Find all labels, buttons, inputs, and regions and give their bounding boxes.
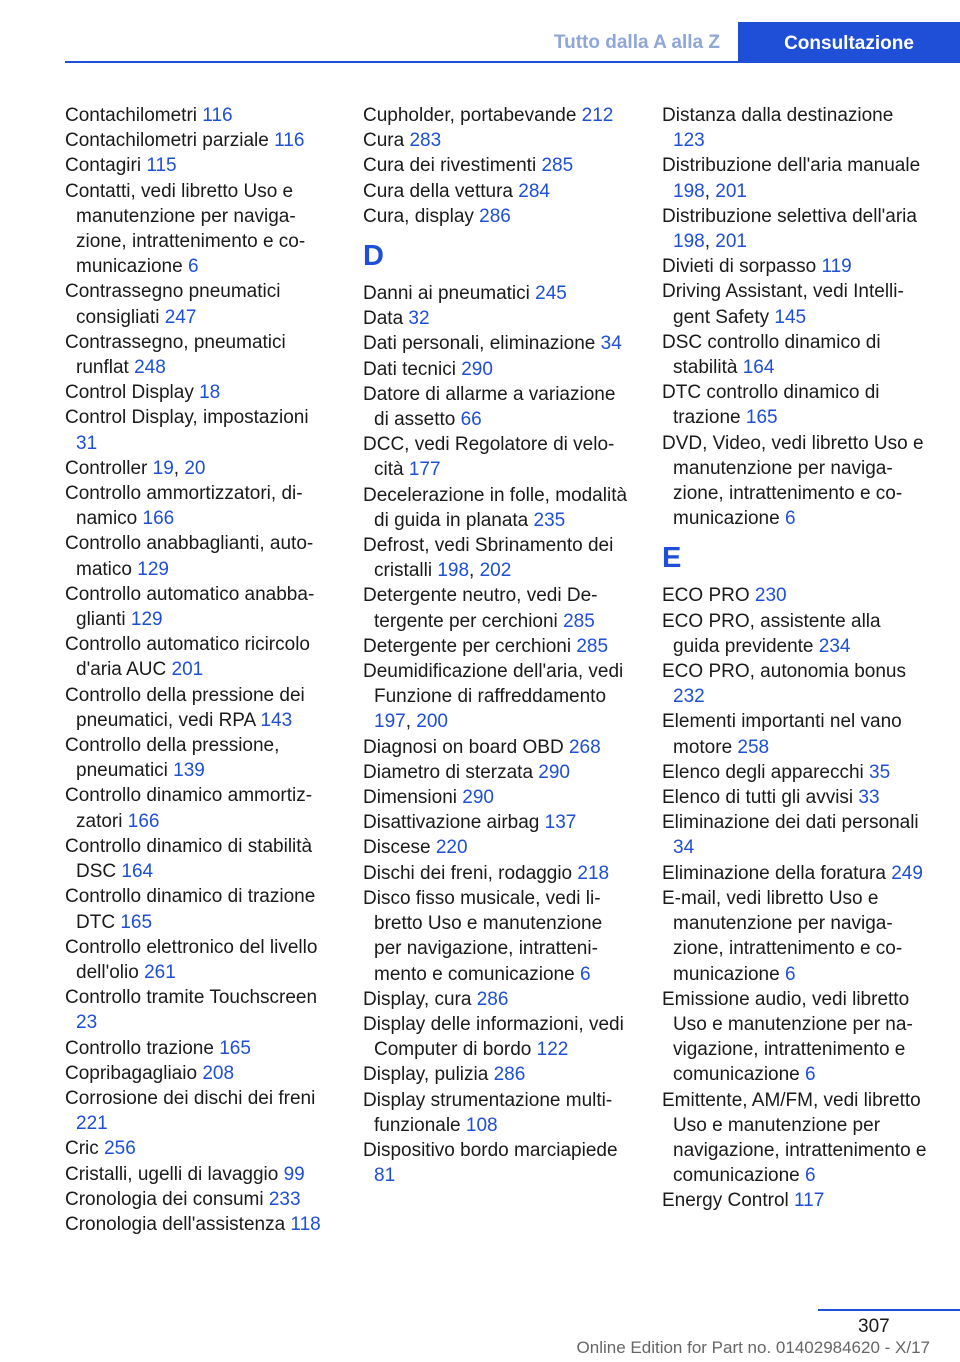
index-entry-term: Disattivazione airbag <box>363 812 545 834</box>
index-entry-term: Distanza dalla destinazione <box>662 105 894 126</box>
page-reference-link[interactable]: 247 <box>164 306 197 328</box>
index-entry-term: Defrost, vedi Sbrinamento dei cristalli <box>363 535 614 582</box>
index-entry-term: Controllo ammortizzatori, dinamico <box>65 483 303 530</box>
index-entry-term: Controllo della pressione dei pneumatici, vedi RPA <box>65 684 305 731</box>
index-entry-term: Contatti, vedi libretto Uso e manutenzione per navigazione, intrattenimento e comunicazione <box>65 180 306 278</box>
index-entry-term: Controllo automatico ricircolo d'aria AUC <box>65 634 310 681</box>
index-entry-term: Distribuzione dell'aria manuale <box>662 155 921 177</box>
page-reference-link[interactable]: 6 <box>784 508 796 530</box>
index-entry-term: Display delle informazioni, vedi Computer di bordo <box>363 1013 624 1061</box>
index-entry <box>662 583 930 608</box>
page-reference-link[interactable]: 6 <box>805 1064 816 1086</box>
index-entry-term: Dati personali, eliminazione <box>363 333 601 355</box>
index-entry <box>363 382 631 432</box>
index-entry-term: Control Display <box>65 382 200 404</box>
index-entry-term: Cronologia dei consumi <box>65 1188 269 1210</box>
index-entry-term: Dispositivo bordo marciapiede <box>363 1139 618 1161</box>
index-entry <box>65 1061 333 1086</box>
index-entry <box>662 431 930 532</box>
page-reference-link[interactable]: 33 <box>858 787 880 809</box>
index-entry <box>65 783 333 833</box>
index-entry <box>363 886 631 987</box>
index-entry-term: Cronologia dell'assistenza <box>65 1213 291 1235</box>
index-entry: Distribuzione selettiva dell'aria 198, 201 <box>662 205 917 253</box>
index-entry <box>363 735 631 760</box>
index-entry-term: Controllo anabbaglianti, automatico <box>65 533 314 580</box>
index-entry <box>363 483 631 533</box>
index-letter-heading: D <box>363 240 384 273</box>
index-entry-term: Emittente, AM/FM, vedi libretto Uso e manutenzione per navigazione, intrattenimento e comunicazione <box>662 1089 927 1187</box>
index-entry-term: Deumidificazione dell'aria, vedi Funzione di raffreddamento <box>363 661 624 708</box>
index-entry: Distribuzione dell'aria manuale 198, 201 <box>662 155 921 202</box>
index-entry <box>662 785 930 810</box>
index-entry <box>65 1162 333 1187</box>
index-entry <box>65 733 333 783</box>
index-entry <box>65 1187 333 1212</box>
index-entry <box>65 380 333 405</box>
index-entry-term: E-mail, vedi libretto Uso e manutenzione per navigazione, intrattenimento e comunicazione <box>662 887 903 985</box>
index-entry <box>363 1088 631 1138</box>
page-reference-link[interactable]: 201 <box>171 659 204 681</box>
index-entry <box>363 1012 631 1062</box>
page-reference-link[interactable]: 19 <box>152 457 174 479</box>
page-reference-link[interactable]: 220 <box>435 837 468 859</box>
index-entry <box>363 583 631 633</box>
page-reference-link[interactable]: 66 <box>460 409 482 431</box>
index-entry <box>363 204 631 229</box>
index-entry: Controller 19, 20 <box>65 457 206 479</box>
index-entry-term: Contagiri <box>65 155 147 177</box>
index-entry-term: Controller <box>65 457 153 479</box>
chapter-tab[interactable]: Consultazione <box>738 22 960 62</box>
page-reference-link[interactable]: 283 <box>409 130 442 152</box>
index-entry <box>65 153 333 178</box>
index-entry-term: Controllo dinamico di stabilità DSC <box>65 835 313 883</box>
index-entry-term: Display, pulizia <box>363 1064 494 1086</box>
index-entry <box>662 709 930 759</box>
page-reference-link[interactable]: 139 <box>173 760 205 782</box>
page-reference-link[interactable]: 123 <box>673 130 705 152</box>
index-entry-term: Controllo elettronico del livello dell'olio <box>65 936 318 983</box>
page-reference-link[interactable]: 232 <box>673 686 705 708</box>
index-entry <box>662 886 930 987</box>
index-entry <box>65 330 333 380</box>
page-reference-link[interactable]: 118 <box>290 1213 321 1235</box>
index-entry <box>363 987 631 1012</box>
page-reference-link[interactable]: 234 <box>818 635 851 657</box>
index-entry-term: Controllo dinamico di trazione DTC <box>65 886 316 933</box>
page-reference-link[interactable]: 115 <box>146 155 177 177</box>
index-entry <box>363 861 631 886</box>
page-reference-link[interactable]: 286 <box>479 205 511 227</box>
page-reference-link[interactable]: 221 <box>76 1113 108 1135</box>
index-entry-term: Cura della vettura <box>363 180 519 202</box>
index-entry <box>65 481 333 531</box>
page-reference-link[interactable]: 108 <box>465 1114 498 1136</box>
page-reference-link[interactable]: 198 <box>673 180 705 202</box>
index-entry <box>662 810 930 860</box>
index-entry <box>363 128 631 153</box>
index-entry-term: Data <box>363 308 409 330</box>
page-reference-link[interactable]: 249 <box>891 862 923 884</box>
index-entry <box>65 834 333 884</box>
index-entry: Defrost, vedi Sbrinamento dei cristalli 198, 202 <box>363 535 614 582</box>
index-entry <box>662 760 930 785</box>
page-reference-link[interactable]: 99 <box>283 1163 305 1185</box>
page-reference-link[interactable]: 32 <box>408 308 430 330</box>
page-reference-link[interactable]: 285 <box>576 635 609 657</box>
index-column-3 <box>662 103 930 1214</box>
page-reference-link[interactable]: 122 <box>536 1039 569 1061</box>
page-reference-link[interactable]: 233 <box>268 1188 301 1210</box>
index-entry-term: Cura, display <box>363 205 480 227</box>
page-reference-link[interactable]: 165 <box>219 1037 251 1059</box>
index-entry <box>363 1062 631 1087</box>
index-entry-term: Cura dei rivestimenti <box>363 155 542 177</box>
page-reference-link[interactable]: 119 <box>821 256 852 278</box>
index-entry-term: Energy Control <box>662 1190 795 1212</box>
index-entry <box>65 632 333 682</box>
page-reference-link[interactable]: 166 <box>127 810 160 832</box>
index-entry-term: Danni ai pneumatici <box>363 283 536 305</box>
index-entry-term: Decelerazione in folle, modalità di guida in planata <box>363 484 628 531</box>
index-entry-term: Eliminazione della foratura <box>662 862 892 884</box>
index-entry-term: ECO PRO, autonomia bonus <box>662 661 906 683</box>
page-reference-link[interactable]: 261 <box>144 961 176 983</box>
index-entry-term: Dati tecnici <box>363 358 462 380</box>
index-entry-term: DTC controllo dinamico di trazione <box>662 382 880 429</box>
page-reference-link[interactable]: 285 <box>563 610 595 632</box>
page-reference-link[interactable]: 198 <box>437 560 470 582</box>
index-entry <box>363 432 631 482</box>
index-entry <box>65 1136 333 1161</box>
index-entry <box>65 683 333 733</box>
page-reference-link[interactable]: 18 <box>199 382 221 404</box>
page-reference-link[interactable]: 117 <box>794 1190 825 1212</box>
index-entry <box>363 835 631 860</box>
page-reference-link[interactable]: 218 <box>577 862 610 884</box>
page-reference-link[interactable]: 31 <box>76 432 98 454</box>
index-column-2 <box>363 103 631 1188</box>
index-entry-term: Controllo automatico anabbaglianti <box>65 583 315 631</box>
index-entry <box>363 306 631 331</box>
index-entry-term: Corrosione dei dischi dei freni <box>65 1087 316 1109</box>
page-reference-link[interactable]: 248 <box>134 357 166 379</box>
footer-rule <box>818 1309 960 1311</box>
page-reference-link[interactable]: 164 <box>742 357 775 379</box>
index-entry-term: Elenco di tutti gli avvisi <box>662 787 859 809</box>
page-reference-link[interactable]: 6 <box>805 1165 816 1187</box>
index-entry <box>662 659 930 709</box>
index-entry-term: Dischi dei freni, rodaggio <box>363 862 578 884</box>
page-reference-link[interactable]: 129 <box>130 609 163 631</box>
page-reference-link[interactable]: 116 <box>274 130 305 152</box>
page-reference-link[interactable]: 208 <box>202 1062 235 1084</box>
index-entry-term: Disco fisso musicale, vedi libretto Uso e manutenzione per navigazione, intrattenimento e comunicazione <box>363 887 603 985</box>
index-column-1 <box>65 103 333 1237</box>
index-entry <box>65 405 333 455</box>
index-entry <box>662 254 930 279</box>
page-reference-link[interactable]: 256 <box>104 1138 136 1160</box>
header-rule <box>65 61 960 63</box>
index-entry-term: Eliminazione dei dati personali <box>662 812 919 834</box>
page-reference-link[interactable]: 143 <box>260 709 293 731</box>
index-entry <box>662 380 930 430</box>
index-entry-term: DCC, vedi Regolatore di velocità <box>363 434 615 481</box>
page-reference-link[interactable]: 34 <box>600 333 622 355</box>
page-reference-link[interactable]: 200 <box>416 711 448 733</box>
index-entry-term: Elenco degli apparecchi <box>662 761 870 783</box>
index-entry-term: DSC controllo dinamico di stabilità <box>662 331 881 379</box>
index-entry-term: Detergente per cerchioni <box>363 635 577 657</box>
index-entry <box>65 128 333 153</box>
page-header <box>0 0 960 62</box>
page-reference-link[interactable]: 6 <box>579 963 591 985</box>
page-reference-link[interactable]: 290 <box>538 761 570 783</box>
index-letter-heading: E <box>662 542 682 575</box>
index-entry-term: Contrassegno pneumatici consigliati <box>65 281 281 328</box>
index-entry <box>363 103 631 128</box>
index-entry-term: Diametro di sterzata <box>363 761 539 783</box>
page-reference-link[interactable]: 164 <box>121 861 154 883</box>
index-entry-term: Cupholder, portabevande <box>363 105 582 126</box>
edition-notice: Online Edition for Part no. 01402984620 - X/17 <box>576 1338 930 1357</box>
page-reference-link[interactable]: 35 <box>869 761 891 783</box>
index-entry <box>65 531 333 581</box>
index-entry-term: Controllo tramite Touchscreen <box>65 987 318 1009</box>
page-reference-link[interactable]: 165 <box>120 911 153 933</box>
index-entry <box>363 179 631 204</box>
index-entry <box>65 179 333 280</box>
index-entry <box>65 1086 333 1136</box>
index-entry-term: Controllo trazione <box>65 1037 220 1059</box>
index-entry: Deumidificazione dell'aria, vedi Funzione di raffreddamento 197, 200 <box>363 661 624 733</box>
index-entry <box>65 103 333 128</box>
page-reference-link[interactable]: 129 <box>137 558 169 580</box>
index-entry-term: DVD, Video, vedi libretto Uso e manutenzione per navigazione, intrattenimento e comunicazione <box>662 432 924 530</box>
page-reference-link[interactable]: 165 <box>745 407 778 429</box>
index-entry-term: Controllo della pressione, pneumatici <box>65 735 280 782</box>
index-entry-term: Elementi importanti nel vano motore <box>662 711 902 758</box>
page-reference-link[interactable]: 212 <box>581 105 614 126</box>
page-reference-link[interactable]: 235 <box>533 509 566 531</box>
page-reference-link[interactable]: 166 <box>142 508 175 530</box>
index-entry <box>662 1188 930 1213</box>
index-entry <box>363 357 631 382</box>
index-entry-term: Display strumentazione multifunzionale <box>363 1089 613 1136</box>
index-entry-term: Discese <box>363 837 436 859</box>
index-entry <box>662 609 930 659</box>
page-reference-link[interactable]: 285 <box>541 155 574 177</box>
index-entry <box>662 861 930 886</box>
page-reference-link[interactable]: 202 <box>479 560 512 582</box>
page-reference-link[interactable]: 258 <box>737 736 770 758</box>
index-entry-term: Distribuzione selettiva dell'aria <box>662 205 917 227</box>
index-entry <box>363 810 631 835</box>
index-entry <box>662 103 930 153</box>
page-reference-link[interactable]: 116 <box>202 105 233 126</box>
page-reference-link[interactable]: 177 <box>408 459 441 481</box>
page-reference-link[interactable]: 81 <box>374 1165 396 1187</box>
index-entry-term: Contrassegno, pneumatici runflat <box>65 331 286 379</box>
page-reference-link[interactable]: 6 <box>784 963 796 985</box>
page-reference-link[interactable]: 201 <box>715 231 747 253</box>
index-entry-term: Cristalli, ugelli di lavaggio <box>65 1163 284 1185</box>
index-entry-term: Emissione audio, vedi libretto Uso e manutenzione per navigazione, intrattenimento e comunicazione <box>662 988 913 1086</box>
index-entry <box>662 330 930 380</box>
index-entry <box>65 1036 333 1061</box>
index-entry-term: Display, cura <box>363 988 477 1010</box>
index-entry-term: Cric <box>65 1138 105 1160</box>
index-entry <box>363 153 631 178</box>
page-reference-link[interactable]: 286 <box>493 1064 526 1086</box>
index-entry <box>363 331 631 356</box>
index-entry <box>65 279 333 329</box>
index-entry-term: Copribagagliaio <box>65 1062 203 1084</box>
index-entry-term: Controllo dinamico ammortizzatori <box>65 785 313 832</box>
index-entry-term: Diagnosi on board OBD <box>363 736 569 758</box>
index-entry <box>662 987 930 1088</box>
index-entry <box>65 1212 333 1237</box>
index-entry-term: ECO PRO <box>662 585 755 607</box>
page-reference-link[interactable]: 137 <box>544 812 577 834</box>
index-entry-term: Driving Assistant, vedi Intelligent Safety <box>662 281 904 328</box>
page-reference-link[interactable]: 201 <box>715 180 747 202</box>
page-reference-link[interactable]: 23 <box>76 1012 98 1034</box>
index-entry-term: Dimensioni <box>363 787 463 809</box>
index-entry <box>363 785 631 810</box>
index-entry <box>65 582 333 632</box>
page-reference-link[interactable]: 290 <box>462 787 494 809</box>
index-entry <box>65 935 333 985</box>
page-reference-link[interactable]: 145 <box>774 306 807 328</box>
page-reference-link[interactable]: 245 <box>535 283 567 305</box>
page-reference-link[interactable]: 20 <box>184 457 206 479</box>
index-entry <box>65 884 333 934</box>
index-entry <box>363 760 631 785</box>
index-entry-term: Datore di allarme a variazione di assetto <box>363 383 616 431</box>
page-reference-link[interactable]: 230 <box>754 585 787 607</box>
index-entry <box>662 279 930 329</box>
index-entry-term: Divieti di sorpasso <box>662 256 822 278</box>
index-entry <box>363 281 631 306</box>
section-title: Tutto dalla A alla Z <box>553 32 720 53</box>
page-reference-link[interactable]: 197 <box>374 711 406 733</box>
index-entry <box>662 1088 930 1189</box>
page-reference-link[interactable]: 268 <box>568 736 601 758</box>
page-reference-link[interactable]: 290 <box>461 358 493 380</box>
page-reference-link[interactable]: 284 <box>518 180 550 202</box>
index-entry-term: Control Display, impostazioni <box>65 407 309 429</box>
index-entry-term: Detergente neutro, vedi Detergente per cerchioni <box>363 585 598 632</box>
page-reference-link[interactable]: 286 <box>476 988 509 1010</box>
index-entry <box>363 1138 631 1188</box>
page-number: 307 <box>858 1316 890 1337</box>
page-reference-link[interactable]: 34 <box>673 837 695 859</box>
page-reference-link[interactable]: 6 <box>187 256 199 278</box>
index-entry-term: Contachilometri parziale <box>65 130 275 152</box>
index-entry <box>363 634 631 659</box>
index-entry-term: Contachilometri <box>65 105 203 126</box>
page-reference-link[interactable]: 198 <box>673 231 705 253</box>
index-entry <box>65 985 333 1035</box>
index-entry-term: Cura <box>363 130 410 152</box>
index-entry-term: ECO PRO, assistente alla guida previdente <box>662 610 881 657</box>
